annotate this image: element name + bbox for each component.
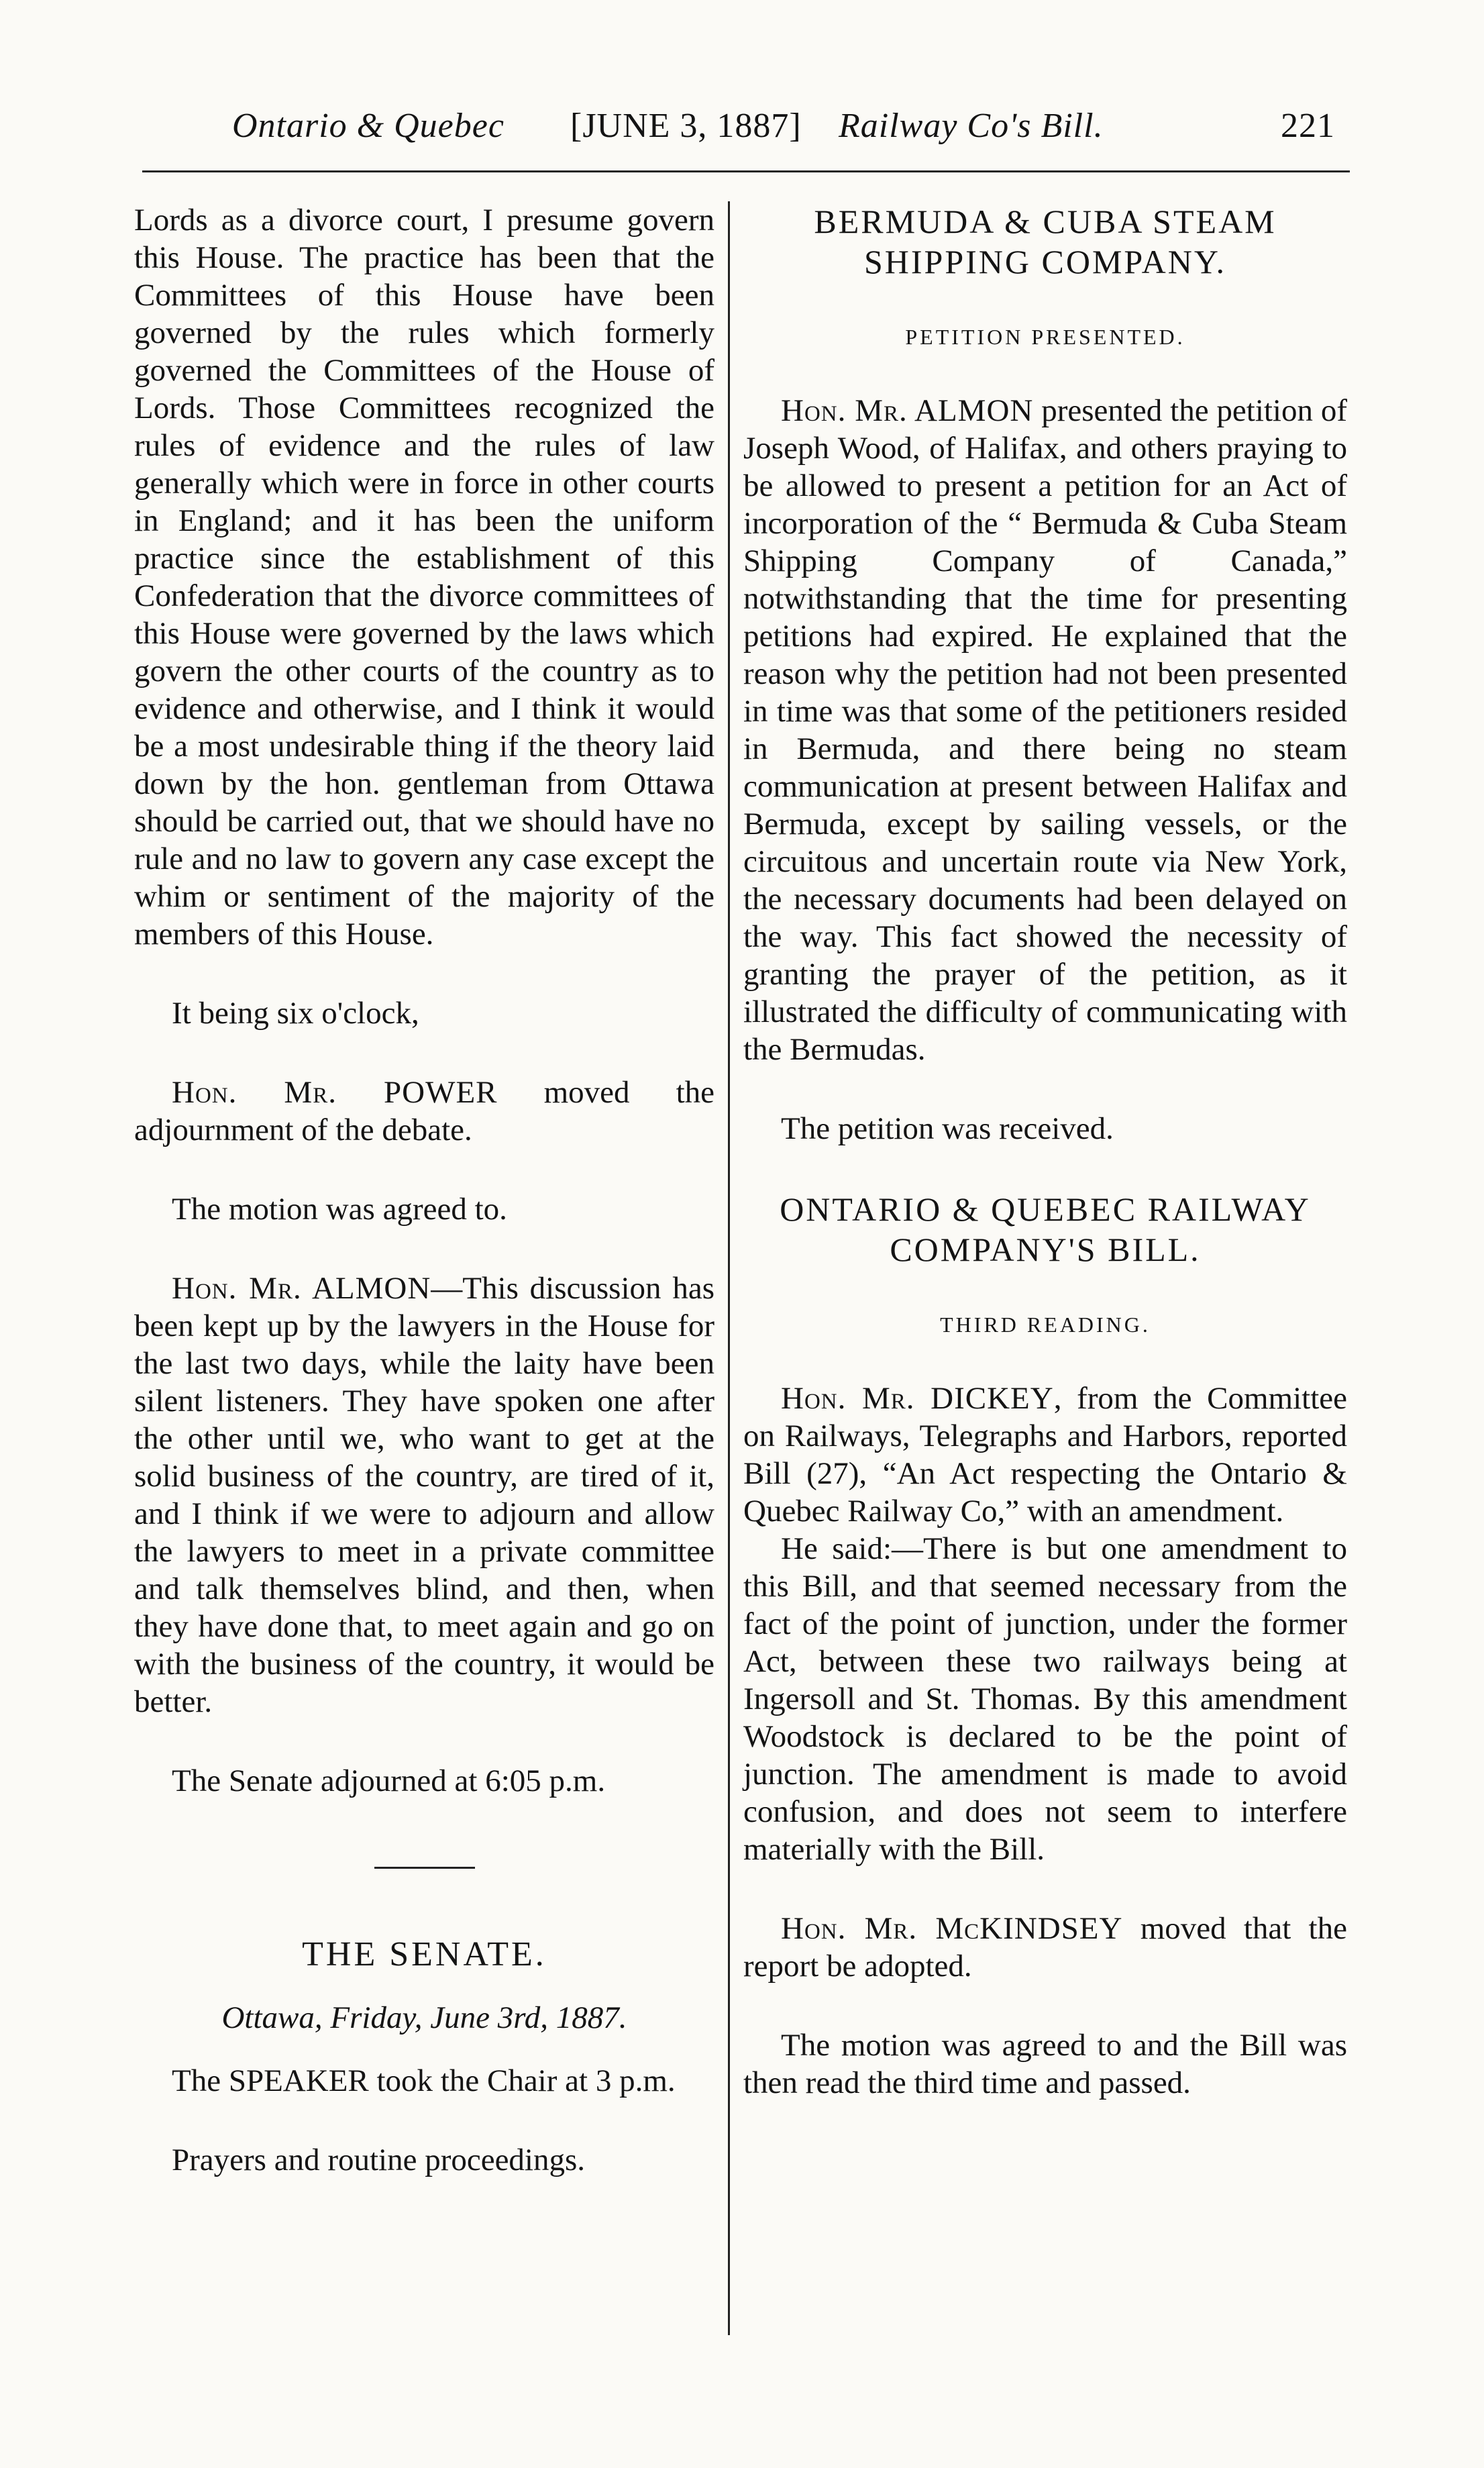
speech-continuation: Lords as a divorce court, I presume govern this House. The practice has been that the Committees of this House have been governed by the rules which formerly governed the Committees of the House of Lords. Those Committees recognized the rules of evidence and the rules of law generally which were in force in other courts in England; and it has been the uniform practice since the establishment of this Confederation that the divorce committees of this House were governed by the laws which govern the other courts of the country as to evidence and otherwise, and I think it would be a most undesirable thing if the theory laid down by the hon. gentleman from Ottawa should be carried out, that we should have no rule and no law to govern any case except the whim or sentiment of the majority of the members of this House. <box>134 203 714 952</box>
mckindsey-motion-text: moved that the report be adopted. <box>743 1911 1347 1984</box>
prayers: Prayers and routine proceedings. <box>172 2143 586 2177</box>
section-heading-railway: ONTARIO & QUEBEC RAILWAY COMPANY'S BILL. <box>780 1190 1311 1268</box>
section-heading-bermuda: BERMUDA & CUBA STEAM SHIPPING COMPANY. <box>814 203 1277 280</box>
power-motion-paragraph <box>134 1074 714 1149</box>
mckindsey-motion-paragraph <box>743 1910 1347 1985</box>
motion-agreed: The motion was agreed to. <box>172 1192 507 1227</box>
column-divider <box>728 201 730 2335</box>
dickey-amendment-explanation: He said:—There is but one amendment to this Bill, and that seemed necessary from the fact of the point of junction, under the former Act, between these two railways being at Ingersoll and St. Thomas. By this amendment Woodstock is declared to be the point of junction. The amendment is made to avoid confusion, and does not seem to interfere materially with the Bill. <box>743 1531 1347 1867</box>
page-number: 221 <box>1281 107 1335 145</box>
left-column <box>134 201 714 2179</box>
dickey-report-paragraph <box>743 1380 1347 1530</box>
dickey-report-text: , from the Committee on Railways, Telegraphs and Harbors, reported Bill (27), “An Act respecting the Ontario & Quebec Railway Co,” with an amendment. <box>743 1381 1348 1529</box>
almon-speech-text: —This discussion has been kept up by the lawyers in the House for the last two days, while the laity have been silent listeners. They have spoken one after the other until we, who want to get at the solid business of the country, are tired of it, and I think if we were to adjourn and allow the lawyers to meet in a private committee and talk themselves blind, and then, when they have done that, to meet again and go on with the business of the country, it would be better. <box>134 1271 715 1719</box>
right-column <box>743 201 1347 2102</box>
header-rule <box>142 170 1350 172</box>
running-head-right: Railway Co's Bill. <box>839 107 1104 145</box>
speaker-name: Hon. Mr. POWER <box>172 1075 498 1110</box>
subheading-petition: PETITION PRESENTED. <box>905 325 1185 349</box>
dateline: Ottawa, Friday, June 3rd, 1887. <box>221 2000 627 2035</box>
subheading-third-reading: THIRD READING. <box>940 1313 1151 1337</box>
speaker-name: Hon. Mr. McKINDSEY <box>781 1911 1123 1946</box>
running-head-date: [JUNE 3, 1887] <box>570 107 802 145</box>
speaker-name: Hon. Mr. DICKEY <box>781 1381 1054 1416</box>
power-motion-text: moved the adjournment of the debate. <box>134 1075 714 1147</box>
senate-adjourned: The Senate adjourned at 6:05 p.m. <box>172 1763 606 1798</box>
almon-petition-text: presented the petition of Joseph Wood, of Halifax, and others praying to be allowed to present a petition for an Act of incorporation of the “ Bermuda & Cuba Steam Shipping Company of Canada,” notwithstanding that the time for presenting petitions had expired. He explained that the reason why the petition had not been presented in time was that some of the petitioners resided in Bermuda, and there being no steam communication at present between Halifax and Bermuda, except by sailing vessels, or the circuitous and uncertain route via New York, the necessary documents had been delayed on the way. This fact showed the necessity of granting the prayer of the petition, as it illustrated the difficulty of communicating with the Bermudas. <box>743 393 1347 1067</box>
almon-speech-paragraph <box>134 1270 714 1720</box>
senate-title: THE SENATE. <box>302 1935 547 1973</box>
petition-received: The petition was received. <box>781 1111 1114 1146</box>
running-head-left: Ontario & Quebec <box>232 107 505 145</box>
speaker-took-chair: The SPEAKER took the Chair at 3 p.m. <box>172 2063 676 2098</box>
speaker-name: Hon. Mr. ALMON <box>172 1271 431 1306</box>
bill-passed: The motion was agreed to and the Bill was then read the third time and passed. <box>743 2028 1347 2100</box>
speaker-name: Hon. Mr. ALMON <box>781 393 1034 428</box>
almon-petition-paragraph <box>743 392 1347 1068</box>
running-head <box>195 99 1335 153</box>
procedural-note-six-oclock: It being six o'clock, <box>172 996 419 1031</box>
